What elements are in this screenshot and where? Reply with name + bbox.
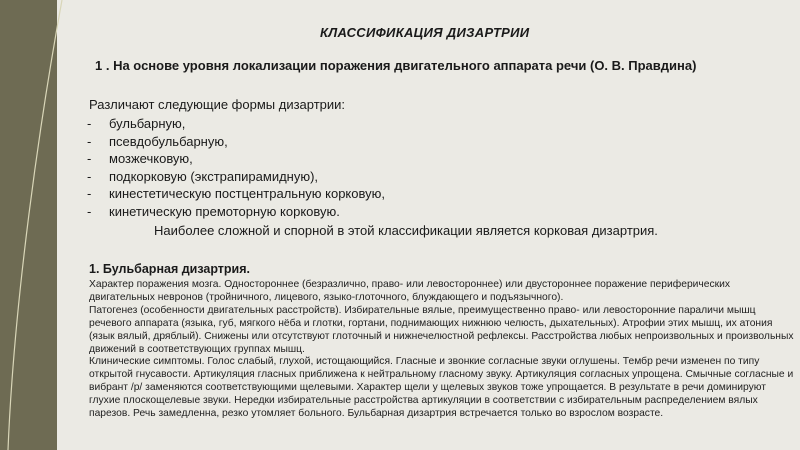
forms-list (87, 115, 385, 221)
list-item: - мозжечковую, (87, 151, 193, 167)
section-paragraph: Патогенез (особенности двигательных расстройств). Избирательные вялые, преимущественно право- или левосторонние параличи мышц речевого аппарата (языка, губ, мягкого нёба и глотки, гортани, поднимающих нижнюю челюсть, дыхательных). Атрофии этих мышц, их атония (язык вялый, дряблый). Снижены или отсутствуют глоточный и нижнечелюстной рефлексы. Расстройства любых непроизвольных и произвольных движений в соответствующих группах мышц. (89, 304, 794, 355)
list-item: - кинестетическую постцентральную корковую, (87, 186, 385, 202)
forms-intro: Различают следующие формы дизартрии: (89, 97, 346, 112)
conclusion-text: Наиболее сложной и спорной в этой классификации является корковая дизартрия. (154, 223, 658, 238)
section-body (89, 279, 794, 421)
list-item: - кинетическую премоторную корковую. (87, 203, 340, 219)
section-paragraph: Клинические симптомы. Голос слабый, глухой, истощающийся. Гласные и звонкие согласные звуки оглушены. Тембр речи изменен по типу открытой гнусавости. Артикуляция гласных приближена к нейтральному гласному звуку. Артикуляция согласных упрощена. Смычные согласные и вибрант /р/ заменяются соответствующими щелевыми. Характер щели у щелевых звуков тоже упрощается. В результате в речи доминируют глухие плоскощелевые звуки. Нередки избирательные расстройства артикуляции в соответствии с избирательным распределением вялых парезов. Речь замедленна, резко утомляет больного. Бульбарная дизартрия встречается только во взрослом возрасте. (89, 356, 794, 420)
list-item: - подкорковую (экстрапирамидную), (87, 168, 319, 184)
list-item: - бульбарную, (87, 116, 186, 131)
slide-subtitle: 1 . На основе уровня локализации поражения двигательного аппарата речи (О. В. Правдина) (95, 58, 697, 73)
slide-content (57, 0, 800, 450)
section-paragraph: Характер поражения мозга. Одностороннее (безразлично, право- или левостороннее) или двустороннее поражение периферических двигательных невронов (тройничного, лицевого, языко-глоточного, блуждающего и подъязычного). (89, 279, 731, 303)
section-heading: 1. Бульбарная дизартрия. (89, 262, 251, 276)
list-item: - псевдобульбарную, (87, 133, 228, 149)
slide-title: КЛАССИФИКАЦИЯ ДИЗАРТРИИ (320, 25, 530, 40)
